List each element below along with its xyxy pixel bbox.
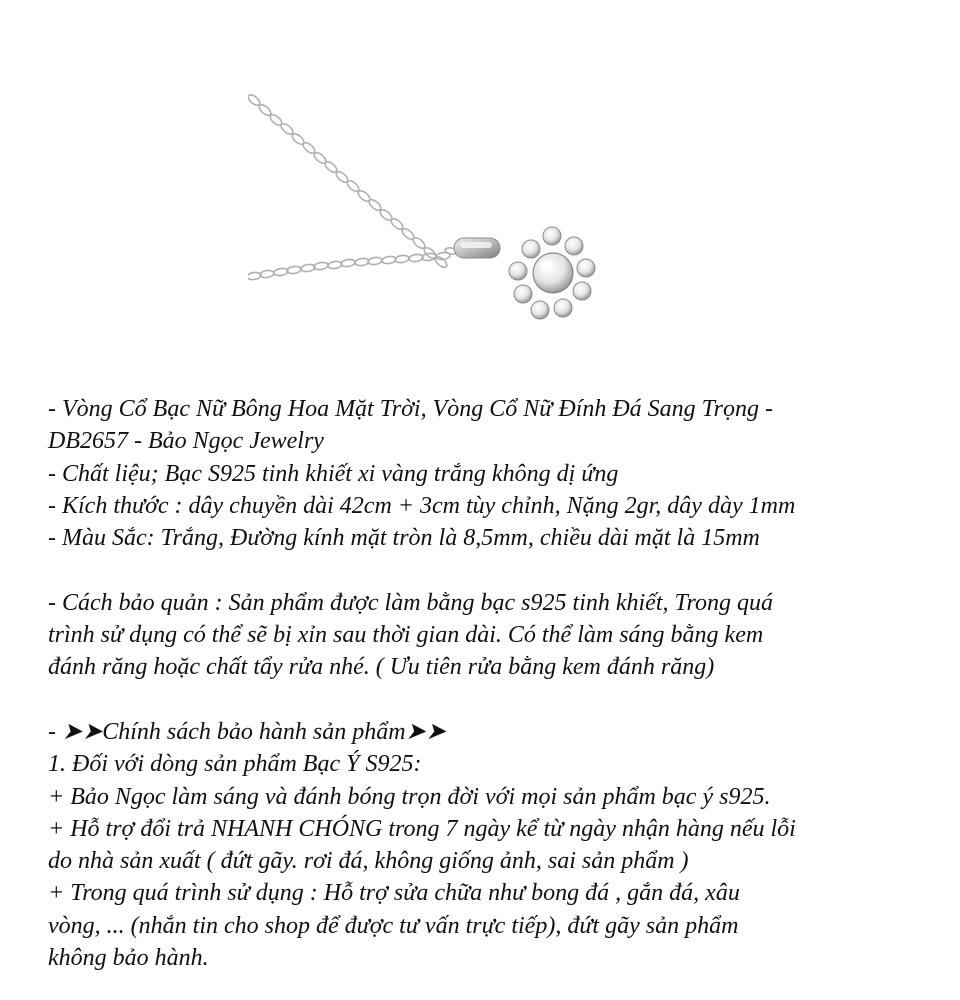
product-title-line-1: - Vòng Cổ Bạc Nữ Bông Hoa Mặt Trời, Vòng Cổ Nữ Đính Đá Sang Trọng - [48, 396, 774, 422]
warranty-line-4: do nhà sản xuất ( đứt gãy. rơi đá, không giống ảnh, sai sản phẩm ) [48, 848, 689, 875]
spacer [48, 684, 948, 716]
warranty-line-7: không bảo hành. [48, 945, 209, 972]
size-line: - Kích thước : dây chuyền dài 42cm + 3cm tùy chỉnh, Nặng 2gr, dây dày 1mm [48, 492, 796, 519]
warranty-line-6: vòng, ... (nhắn tin cho shop để được tư vấn trực tiếp), đứt gãy sản phẩm [48, 912, 739, 939]
necklace-illustration [248, 88, 648, 360]
spacer [48, 554, 948, 586]
chain-lower [248, 252, 450, 281]
product-title-line-2: DB2657 - Bảo Ngọc Jewelry [48, 428, 324, 455]
flower-pendant [509, 227, 595, 319]
warranty-line-1: 1. Đối với dòng sản phẩm Bạc Ý S925: [48, 751, 422, 778]
care-line-1: - Cách bảo quản : Sản phẩm được làm bằng bạc s925 tinh khiết, Trong quá [48, 589, 773, 616]
product-image [248, 88, 648, 360]
pendant-bail [454, 238, 500, 258]
care-line-2: trình sử dụng có thể sẽ bị xỉn sau thời gian dài. Có thể làm sáng bằng kem [48, 622, 764, 649]
warranty-line-5: + Trong quá trình sử dụng : Hỗ trợ sửa chữa như bong đá , gắn đá, xâu [48, 880, 740, 907]
color-line: - Màu Sắc: Trắng, Đường kính mặt tròn là 8,5mm, chiều dài mặt là 15mm [48, 525, 760, 552]
product-description [48, 393, 948, 974]
material-line: - Chất liệu; Bạc S925 tinh khiết xi vàng trắng không dị ứng [48, 460, 619, 487]
chain-upper [248, 93, 457, 269]
warranty-heading: - ➤➤Chính sách bảo hành sản phẩm➤➤ [48, 718, 446, 745]
care-line-3: đánh răng hoặc chất tẩy rửa nhé. ( Ưu tiên rửa bằng kem đánh răng) [48, 654, 715, 681]
warranty-line-2: + Bảo Ngọc làm sáng và đánh bóng trọn đời với mọi sản phẩm bạc ý s925. [48, 783, 771, 810]
warranty-line-3: + Hỗ trợ đổi trả NHANH CHÓNG trong 7 ngày kể từ ngày nhận hàng nếu lỗi [48, 815, 796, 842]
